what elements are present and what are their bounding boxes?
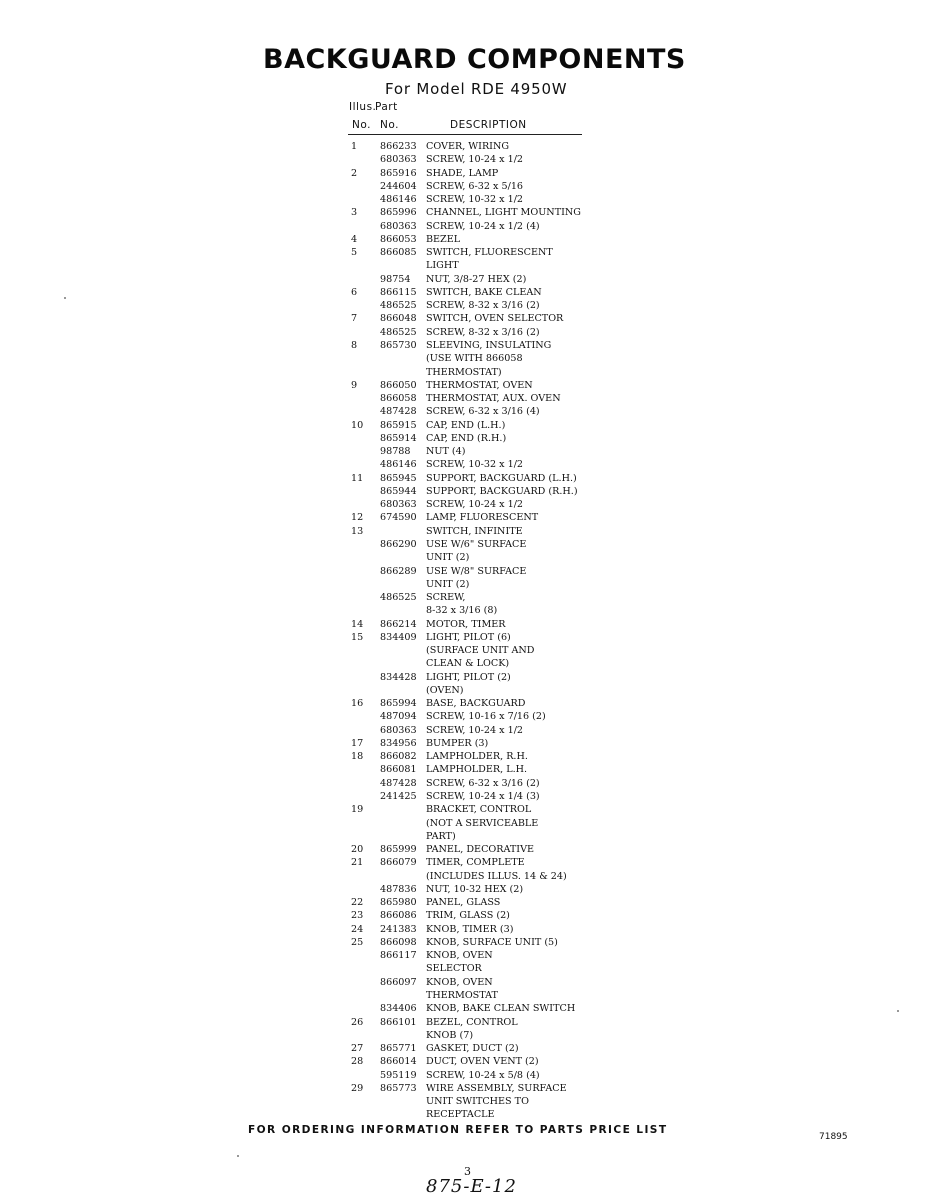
list-item: [0, 830, 947, 843]
illus-number: 16: [351, 698, 364, 710]
part-description: (OVEN): [426, 684, 464, 696]
scan-speck: [897, 1010, 899, 1012]
list-item: [0, 339, 947, 352]
part-number: 834956: [380, 737, 417, 749]
part-description: THERMOSTAT, OVEN: [426, 379, 533, 391]
part-number: 865914: [380, 432, 417, 444]
illus-number: 23: [351, 910, 364, 922]
illus-number: 26: [351, 1016, 364, 1028]
part-description: PANEL, DECORATIVE: [426, 844, 535, 856]
part-description: NUT (4): [426, 446, 466, 458]
part-description: WIRE ASSEMBLY, SURFACE: [426, 1082, 567, 1094]
illus-number: 4: [351, 233, 358, 245]
part-description: PANEL, GLASS: [426, 897, 501, 909]
list-item: [0, 312, 947, 325]
part-number: 866082: [380, 751, 417, 763]
list-item: [0, 803, 947, 816]
list-item: [0, 1069, 947, 1082]
list-item: [0, 697, 947, 710]
part-number: 866214: [380, 618, 417, 630]
list-item: [0, 326, 947, 339]
list-item: [0, 883, 947, 896]
part-number: 865773: [380, 1082, 417, 1094]
part-description: BUMPER (3): [426, 737, 489, 749]
scan-speck: [237, 1155, 239, 1157]
list-item: [0, 604, 947, 617]
part-description: KNOB, OVEN: [426, 976, 493, 988]
part-description: SCREW, 10-32 x 1/2: [426, 459, 524, 471]
ordering-footer: FOR ORDERING INFORMATION REFER TO PARTS PRICE LIST: [248, 1124, 668, 1136]
part-number: 834428: [380, 671, 417, 683]
part-number: 865980: [380, 897, 417, 909]
illus-number: 1: [351, 141, 358, 152]
part-number: 866233: [380, 141, 417, 152]
part-description: SLEEVING, INSULATING: [426, 339, 552, 351]
illus-number: 11: [351, 472, 364, 484]
part-description: KNOB, TIMER (3): [426, 923, 514, 935]
list-item: [0, 565, 947, 578]
part-description: LAMPHOLDER, R.H.: [426, 751, 528, 763]
part-number: 866058: [380, 393, 417, 405]
illus-number: 13: [351, 525, 364, 537]
part-description: SWITCH, OVEN SELECTOR: [426, 313, 564, 325]
illus-number: 9: [351, 379, 358, 391]
list-item: [0, 233, 947, 246]
list-item: [0, 657, 947, 670]
part-description: BRACKET, CONTROL: [426, 804, 532, 816]
list-item: [0, 405, 947, 418]
illus-number: 29: [351, 1082, 364, 1094]
part-number: 865916: [380, 167, 417, 179]
part-number: 834409: [380, 631, 417, 643]
part-number: 866097: [380, 976, 417, 988]
part-number: 866081: [380, 764, 417, 776]
part-number: 866117: [380, 950, 417, 962]
part-description: SCREW, 6-32 x 3/16 (2): [426, 777, 540, 789]
part-description: KNOB (7): [426, 1029, 474, 1041]
part-number: 866053: [380, 233, 417, 245]
part-description: UNIT SWITCHES TO: [426, 1096, 529, 1108]
part-description: USE W/8" SURFACE: [426, 565, 527, 577]
list-item: [0, 578, 947, 591]
part-number: 680363: [380, 499, 417, 511]
list-item: [0, 193, 947, 206]
illus-number: 6: [351, 286, 358, 298]
part-number: 487836: [380, 883, 417, 895]
illus-column-label: Illus.: [349, 101, 377, 113]
part-description: CAP, END (R.H.): [426, 432, 507, 444]
illus-number: 24: [351, 923, 364, 935]
handwritten-note: 875-E-12: [426, 1176, 517, 1197]
part-number: 680363: [380, 724, 417, 736]
page-title: BACKGUARD COMPONENTS: [263, 44, 686, 75]
illus-number: 17: [351, 737, 364, 749]
part-number: 98754: [380, 273, 411, 285]
list-item: [0, 153, 947, 166]
part-description: (SURFACE UNIT AND: [426, 645, 535, 657]
illus-number: 28: [351, 1056, 364, 1068]
part-description: PART): [426, 830, 456, 842]
part-description: COVER, WIRING: [426, 141, 510, 152]
part-description: SUPPORT, BACKGUARD (R.H.): [426, 485, 578, 497]
part-number: 866079: [380, 857, 417, 869]
list-item: [0, 366, 947, 379]
illus-number: 21: [351, 857, 364, 869]
part-number: 865945: [380, 472, 417, 484]
list-item: [0, 1095, 947, 1108]
part-description: LIGHT: [426, 260, 459, 272]
illus-number: 3: [351, 207, 358, 219]
list-item: [0, 710, 947, 723]
list-item: [0, 140, 947, 153]
list-item: [0, 538, 947, 551]
part-number: 680363: [380, 220, 417, 232]
illus-number: 15: [351, 631, 364, 643]
part-number: 680363: [380, 154, 417, 166]
list-item: [0, 286, 947, 299]
part-no-label: No.: [380, 119, 399, 131]
scan-speck: [64, 297, 66, 299]
list-item: [0, 206, 947, 219]
list-item: [0, 777, 947, 790]
part-number: 241425: [380, 791, 417, 803]
list-item: [0, 949, 947, 962]
part-description: KNOB, OVEN: [426, 950, 493, 962]
list-item: [0, 352, 947, 365]
list-item: [0, 1002, 947, 1015]
part-description: THERMOSTAT, AUX. OVEN: [426, 393, 561, 405]
list-item: [0, 299, 947, 312]
illus-number: 7: [351, 313, 358, 325]
part-description: KNOB, SURFACE UNIT (5): [426, 936, 558, 948]
part-description: SCREW, 8-32 x 3/16 (2): [426, 300, 540, 312]
part-number: 486525: [380, 592, 417, 604]
part-description: THERMOSTAT: [426, 990, 498, 1001]
list-item: [0, 445, 947, 458]
part-column-label: Part: [375, 101, 398, 113]
part-description: CAP, END (L.H.): [426, 419, 506, 431]
part-description: LAMPHOLDER, L.H.: [426, 764, 528, 776]
part-number: 866085: [380, 247, 417, 259]
part-description: UNIT (2): [426, 552, 470, 564]
part-description: TRIM, GLASS (2): [426, 910, 510, 922]
list-item: [0, 896, 947, 909]
list-item: [0, 259, 947, 272]
list-item: [0, 485, 947, 498]
list-item: [0, 737, 947, 750]
part-description: SCREW, 10-16 x 7/16 (2): [426, 711, 546, 723]
list-item: [0, 1055, 947, 1068]
list-item: [0, 817, 947, 830]
list-item: [0, 167, 947, 180]
part-description: NUT, 10-32 HEX (2): [426, 883, 524, 895]
part-description: SCREW, 6-32 x 5/16: [426, 180, 524, 192]
part-number: 865915: [380, 419, 417, 431]
part-number: 241383: [380, 923, 417, 935]
illus-number: 22: [351, 897, 364, 909]
list-item: [0, 511, 947, 524]
part-description: SHADE, LAMP: [426, 167, 499, 179]
illus-number: 19: [351, 804, 364, 816]
part-description: KNOB, BAKE CLEAN SWITCH: [426, 1003, 576, 1015]
part-number: 865771: [380, 1043, 417, 1055]
part-number: 486525: [380, 300, 417, 312]
part-description: CHANNEL, LIGHT MOUNTING: [426, 207, 581, 219]
list-item: [0, 525, 947, 538]
part-description: SCREW, 8-32 x 3/16 (2): [426, 326, 540, 338]
illus-number: 18: [351, 751, 364, 763]
list-item: [0, 724, 947, 737]
part-description: SCREW, 10-24 x 1/2: [426, 154, 524, 166]
list-item: [0, 472, 947, 485]
list-item: [0, 1108, 947, 1121]
part-description: SWITCH, INFINITE: [426, 525, 523, 537]
list-item: [0, 976, 947, 989]
part-description: (USE WITH 866058: [426, 353, 523, 365]
part-number: 486146: [380, 459, 417, 471]
part-description: BEZEL: [426, 233, 461, 245]
part-number: 487428: [380, 406, 417, 418]
list-item: [0, 923, 947, 936]
part-number: 486525: [380, 326, 417, 338]
part-number: 866098: [380, 936, 417, 948]
part-description: NUT, 3/8-27 HEX (2): [426, 273, 527, 285]
part-number: 865994: [380, 698, 417, 710]
list-item: [0, 246, 947, 259]
part-number: 866115: [380, 286, 417, 298]
illus-number: 2: [351, 167, 358, 179]
list-item: [0, 379, 947, 392]
list-item: [0, 273, 947, 286]
illus-number: 27: [351, 1043, 364, 1055]
list-item: [0, 392, 947, 405]
part-number: 866086: [380, 910, 417, 922]
part-number: 866050: [380, 379, 417, 391]
parts-list: [0, 140, 947, 1122]
part-description: SCREW, 10-32 x 1/2: [426, 194, 524, 206]
part-description: SCREW, 6-32 x 3/16 (4): [426, 406, 540, 418]
illus-number: 5: [351, 247, 358, 259]
illus-number: 8: [351, 339, 358, 351]
part-description: LIGHT, PILOT (2): [426, 671, 511, 683]
part-number: 866289: [380, 565, 417, 577]
part-description: SWITCH, FLUORESCENT: [426, 247, 553, 259]
list-item: [0, 1029, 947, 1042]
part-description: SUPPORT, BACKGUARD (L.H.): [426, 472, 577, 484]
part-description: 8-32 x 3/16 (8): [426, 605, 498, 617]
list-item: [0, 684, 947, 697]
part-number: 487428: [380, 777, 417, 789]
list-item: [0, 909, 947, 922]
part-number: 865999: [380, 844, 417, 856]
part-description: CLEAN & LOCK): [426, 658, 510, 670]
part-number: 866101: [380, 1016, 417, 1028]
part-number: 834406: [380, 1003, 417, 1015]
part-description: SWITCH, BAKE CLEAN: [426, 286, 542, 298]
part-number: 865944: [380, 485, 417, 497]
list-item: [0, 618, 947, 631]
list-item: [0, 644, 947, 657]
page-number: 3: [464, 1165, 471, 1178]
part-description: RECEPTACLE: [426, 1109, 495, 1121]
list-item: [0, 843, 947, 856]
description-column-label: DESCRIPTION: [450, 119, 527, 131]
part-number: 244604: [380, 180, 417, 192]
list-item: [0, 870, 947, 883]
list-item: [0, 856, 947, 869]
list-item: [0, 432, 947, 445]
list-item: [0, 763, 947, 776]
list-item: [0, 631, 947, 644]
document-number: 71895: [819, 1132, 848, 1142]
part-description: UNIT (2): [426, 578, 470, 590]
part-description: (NOT A SERVICEABLE: [426, 817, 539, 829]
part-description: SELECTOR: [426, 963, 482, 975]
list-item: [0, 180, 947, 193]
header-rule: [348, 134, 582, 135]
illus-number: 20: [351, 844, 364, 856]
part-description: LAMP, FLUORESCENT: [426, 512, 539, 524]
list-item: [0, 989, 947, 1002]
part-number: 866048: [380, 313, 417, 325]
list-item: [0, 591, 947, 604]
list-item: [0, 962, 947, 975]
part-description: THERMOSTAT): [426, 366, 502, 378]
list-item: [0, 458, 947, 471]
list-item: [0, 1042, 947, 1055]
part-number: 865730: [380, 339, 417, 351]
part-number: 98788: [380, 446, 411, 458]
part-number: 487094: [380, 711, 417, 723]
part-description: SCREW, 10-24 x 1/2 (4): [426, 220, 540, 232]
part-number: 865996: [380, 207, 417, 219]
part-number: 486146: [380, 194, 417, 206]
part-description: LIGHT, PILOT (6): [426, 631, 511, 643]
part-description: SCREW, 10-24 x 1/2: [426, 499, 524, 511]
list-item: [0, 1082, 947, 1095]
illus-number: 25: [351, 936, 364, 948]
part-description: BASE, BACKGUARD: [426, 698, 526, 710]
part-description: USE W/6" SURFACE: [426, 538, 527, 550]
model-subtitle: For Model RDE 4950W: [385, 80, 568, 98]
illus-no-label: No.: [352, 119, 371, 131]
list-item: [0, 936, 947, 949]
part-description: TIMER, COMPLETE: [426, 857, 525, 869]
list-item: [0, 220, 947, 233]
part-description: SCREW, 10-24 x 1/2: [426, 724, 524, 736]
part-description: SCREW, 10-24 x 1/4 (3): [426, 791, 540, 803]
list-item: [0, 750, 947, 763]
illus-number: 10: [351, 419, 364, 431]
part-number: 595119: [380, 1069, 417, 1081]
list-item: [0, 790, 947, 803]
list-item: [0, 671, 947, 684]
list-item: [0, 551, 947, 564]
part-description: BEZEL, CONTROL: [426, 1016, 518, 1028]
part-description: GASKET, DUCT (2): [426, 1043, 519, 1055]
part-description: SCREW,: [426, 592, 466, 604]
part-number: 866290: [380, 538, 417, 550]
list-item: [0, 498, 947, 511]
illus-number: 12: [351, 512, 364, 524]
part-description: SCREW, 10-24 x 5/8 (4): [426, 1069, 540, 1081]
part-number: 866014: [380, 1056, 417, 1068]
part-description: MOTOR, TIMER: [426, 618, 506, 630]
part-description: (INCLUDES ILLUS. 14 & 24): [426, 870, 567, 882]
illus-number: 14: [351, 618, 364, 630]
part-description: DUCT, OVEN VENT (2): [426, 1056, 539, 1068]
list-item: [0, 1016, 947, 1029]
list-item: [0, 419, 947, 432]
part-number: 674590: [380, 512, 417, 524]
